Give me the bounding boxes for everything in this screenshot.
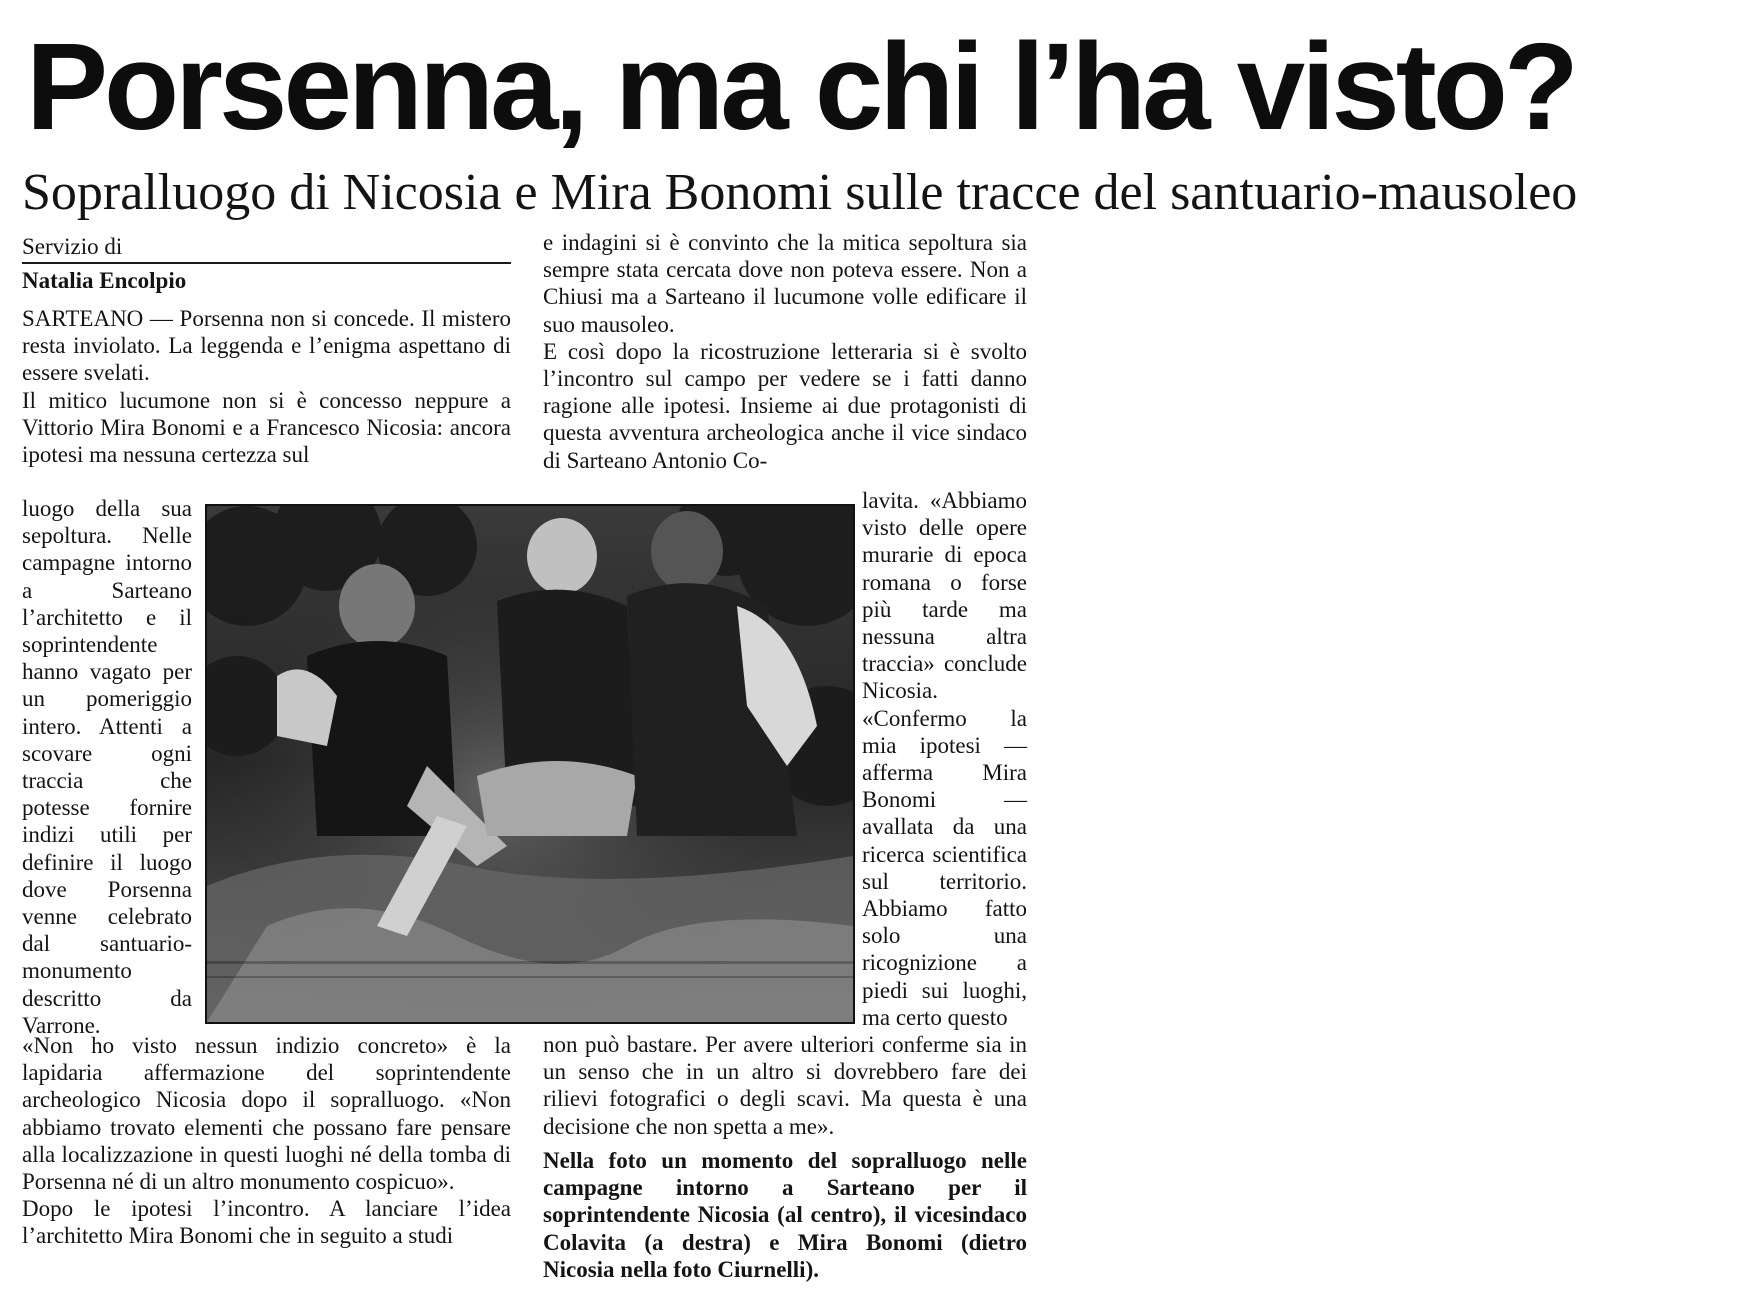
right-column-wrap-text: [862, 487, 1027, 1031]
paragraph: lavita. «Abbiamo visto delle opere murarie di epoca romana o forse più tarde ma nessuna altra traccia» conclude Nicosia. «Confermo la mia ipotesi — afferma Mira Bonomi — avallata da una ricerca scientifica sul territorio. Abbiamo fatto solo una ricognizione a piedi sui luoghi, ma certo questo: [862, 488, 1027, 1030]
subheadline: Sopralluogo di Nicosia e Mira Bonomi sulle tracce del santuario-mausoleo: [22, 164, 1578, 221]
news-photo: [205, 504, 855, 1024]
byline-author: Natalia Encolpio: [22, 268, 187, 293]
right-column-top: [543, 229, 1027, 474]
photo-caption: Nella foto un momento del sopralluogo nelle campagne intorno a Sarteano per il soprintendente Nicosia (al centro), il vicesindaco Colavita (a destra) e Mira Bonomi (dietro Nicosia nella foto Ciurnelli).: [543, 1148, 1027, 1282]
left-column-wrap-text: [22, 495, 192, 1039]
paragraph: «Non ho visto nessun indizio concreto» è la lapidaria affermazione del soprintendente archeologico Nicosia dopo il sopralluogo. «Non abbiamo trovato elementi che possano fare pensare alla localizzazione in questi luoghi né della tomba di Porsenna né di un altro monumento cospicuo».: [22, 1033, 511, 1195]
byline-label: Servizio di: [22, 234, 123, 259]
headline: Porsenna, ma chi l’ha visto?: [26, 19, 1575, 156]
paragraph: E così dopo la ricostruzione letteraria si è svolto l’incontro sul campo per vedere se i fatti danno ragione alle ipotesi. Insieme ai due protagonisti di questa avventura archeologica anche il vice sindaco di Sarteano Antonio Co-: [543, 338, 1027, 473]
paragraph: e indagini si è convinto che la mitica sepoltura sia sempre stata cercata dove non poteva essere. Non a Chiusi ma a Sarteano il lucumone volle edificare il suo mausoleo.: [543, 230, 1027, 337]
left-column-bottom: [22, 1032, 511, 1250]
right-column-bottom: [543, 1031, 1027, 1140]
photo-illustration: [207, 506, 853, 1022]
paragraph: Il mitico lucumone non si è concesso neppure a Vittorio Mira Bonomi e a Francesco Nicosia: ancora ipotesi ma nessuna certezza sul: [22, 387, 511, 468]
paragraph: Dopo le ipotesi l’incontro. A lanciare l’idea l’architetto Mira Bonomi che in seguito a studi: [22, 1196, 511, 1249]
paragraph: non può bastare. Per avere ulteriori conferme sia in un senso che in un altro si dovrebbero fare dei rilievi fotografici o degli scavi. Ma questa è una decisione che non spetta a me».: [543, 1032, 1027, 1139]
left-column-top: [22, 305, 511, 468]
byline-divider: [22, 262, 511, 264]
paragraph: SARTEANO — Porsenna non si concede. Il mistero resta inviolato. La leggenda e l’enigma aspettano di essere svelati.: [22, 306, 511, 386]
paragraph: luogo della sua sepoltura. Nelle campagne intorno a Sarteano l’architetto e il soprintendente hanno vagato per un pomeriggio intero. Attenti a scovare ogni traccia che potesse fornire indizi utili per definire il luogo dove Porsenna venne celebrato dal santuario-monumento descritto da Varrone.: [22, 496, 192, 1038]
